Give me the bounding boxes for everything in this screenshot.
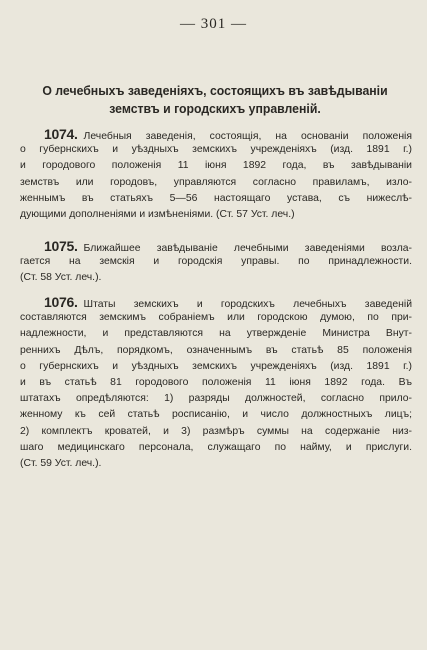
page-number: — 301 —	[180, 16, 247, 32]
article-line: реннихъ Дѣлъ, порядкомъ, означеннымъ въ статьѣ 85 положенія	[20, 344, 412, 356]
article-line: составляются земскимъ собраніемъ или городскою думою, по при-	[20, 312, 412, 324]
article-line: земствъ или городовъ, управляются согласно правиламъ, изло-	[20, 176, 412, 188]
section-title-line-1: О лечебныхъ заведеніяхъ, состоящихъ въ завѣдываніи	[42, 83, 388, 98]
article-line: и въ статьѣ 81 городового положенія 11 іюня 1892 года. Въ	[20, 376, 412, 388]
article-text: Ближайшее завѣдываніе лечебными заведеніями возла-	[83, 243, 412, 254]
article-line: (Ст. 58 Уст. леч.).	[20, 272, 102, 284]
article-line: дующими дополненіями и измѣненіями. (Ст. 57 Уст. леч.)	[20, 208, 295, 220]
article-text: Штаты земскихъ и городскихъ лечебныхъ заведеній	[83, 299, 412, 310]
article-line	[20, 294, 412, 310]
article-1075	[20, 238, 412, 287]
article-line: женному къ сей статьѣ росписанію, и число должностныхъ лицъ;	[20, 409, 412, 421]
article-line	[20, 238, 412, 254]
article-line: женнымъ въ статьяхъ 5—56 настоящаго устава, съ нижеслѣ-	[20, 192, 412, 204]
section-title	[34, 82, 397, 118]
article-number: 1075.	[44, 238, 78, 254]
article-text: Лечебныя заведенія, состоящія, на основаніи положенія	[83, 131, 412, 142]
article-line: надлежности, и представляются на утвержденіе Министра Внут-	[20, 328, 412, 340]
article-line: 2) комплектъ кроватей, и 3) размѣръ суммы на содержаніе низ-	[20, 425, 412, 437]
article-1076	[20, 294, 412, 472]
article-line: (Ст. 59 Уст. леч.).	[20, 457, 102, 469]
article-line: гается на земскія и городскія управы. по принадлежности.	[20, 256, 412, 268]
article-number: 1074.	[44, 126, 78, 142]
article-line: о губернскихъ и уѣздныхъ земскихъ учрежденіяхъ (изд. 1891 г.)	[20, 144, 412, 156]
article-1074	[20, 126, 412, 223]
article-line: штатахъ опредѣляются: 1) разряды должностей, согласно прило-	[20, 393, 412, 405]
section-title-line-2: земствъ и городскихъ управленій.	[109, 101, 321, 116]
article-line: шаго медицинскаго персонала, служащаго по найму, и прислуги.	[20, 441, 412, 453]
article-number: 1076.	[44, 294, 78, 310]
article-line	[20, 126, 412, 142]
article-line: о губернскихъ и уѣздныхъ земскихъ учрежденіяхъ (изд. 1891 г.)	[20, 360, 412, 372]
article-line: и городового положенія 11 іюня 1892 года, въ завѣдываніи	[20, 160, 412, 172]
